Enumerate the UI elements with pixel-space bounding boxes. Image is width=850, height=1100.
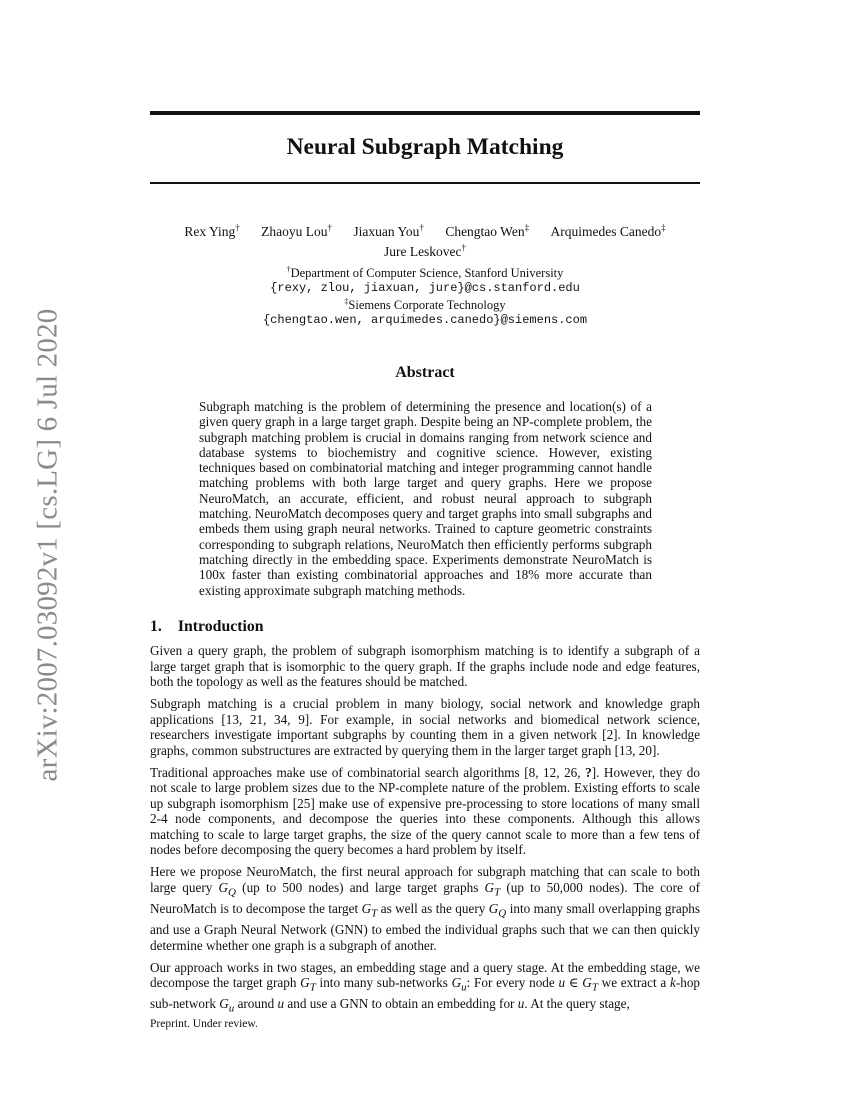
author: Zhaoyu Lou† (261, 222, 333, 239)
author: Jure Leskovec† (383, 242, 467, 259)
math-k: k (669, 975, 676, 991)
math-u: u (277, 996, 285, 1012)
author: Chengtao Wen‡ (445, 222, 530, 239)
paper-title: Neural Subgraph Matching (286, 134, 564, 160)
paragraph-4: Here we propose NeuroMatch, the first neural approach for subgraph matching that can scale to both large query $G_Q$ (up to 500 nodes) and large target graphs $G_T$ (up to 50,000 nodes). The core of NeuroMatch is to decompose the target $G_T$ as well as the query $G_Q$ into many small overlapping graphs and use a Graph Neural Network (GNN) to embed the individual graphs such that we can then quickly determine whether one graph is a subgraph of another. (150, 864, 701, 953)
title-bottom-rule (150, 182, 700, 184)
math-GT: $G_T$ (300, 975, 316, 994)
affiliation-stanford: †Department of Computer Science, Stanford University (286, 265, 564, 281)
math-u: u (517, 996, 525, 1012)
paragraph-3: Traditional approaches make use of combinatorial search algorithms [8, 12, 26, ?]. However, they do not scale to large problem sizes due to the NP-complete nature of the problem. Existing efforts to scale up subgraph isomorphism [25] make use of expensive pre-processing to store locations of many small 2-4 node components, and decompose the queries into these components. Although this allows matching to scale to large target graphs, the size of the query cannot scale to more than a few tens of nodes before decomposing the query becomes a hard problem by itself. (150, 764, 700, 858)
section-title: Introduction (177, 618, 264, 635)
paragraph-5: Our approach works in two stages, an embedding stage and a query stage. At the embedding stage, we decompose the target graph $G_T$ into many sub-networks $G_u$: For every node u ∈ $G_T$ we extract a k-hop sub-network $G_u$ around u and use a GNN to obtain an embedding for u. At the query stage, (150, 959, 701, 1015)
author-block (150, 219, 700, 260)
section-number: 1. (150, 618, 162, 635)
math-GT: $G_T$ (582, 975, 598, 994)
math-GT: $G_T$ (361, 900, 378, 920)
abstract-heading: Abstract (395, 364, 455, 381)
math-GQ: $G_Q$ (488, 900, 507, 920)
email-siemens: {chengtao.wen, arquimedes.canedo}@siemens.com (262, 312, 588, 327)
arxiv-stamp: arXiv:2007.03092v1 [cs.LG] 6 Jul 2020 (31, 308, 64, 782)
paragraph-1: Given a query graph, the problem of subgraph isomorphism matching is to identify a subgraph of a large target graph that is isomorphic to the query graph. If the graphs include node and edge features, both the topology as well as the features should be matched. (150, 643, 700, 689)
author-line-1 (150, 219, 700, 240)
affiliation-siemens: ‡Siemens Corporate Technology (344, 297, 506, 313)
section-heading (150, 618, 264, 636)
abstract-text: Subgraph matching is the problem of determining the presence and location(s) of a given query graph in a large target graph. Despite being an NP-complete problem, the subgraph matching problem is crucial in domains ranging from network science and database systems to biochemistry and cognitive science. However, existing techniques based on combinatorial matching and integer programming cannot handle matching problems with both large target and query graphs. Here we propose NeuroMatch, an accurate, efficient, and robust neural approach to subgraph matching. NeuroMatch decomposes query and target graphs into small subgraphs and embeds them using graph neural networks. Trained to capture geometric constraints corresponding to subgraph relations, NeuroMatch then efficiently performs subgraph matching directly in the embedding space. Experiments demonstrate NeuroMatch is 100x faster than existing combinatorial approaches and 18% more accurate than existing approximate subgraph matching methods. (199, 399, 652, 598)
author: Jiaxuan You† (353, 222, 424, 239)
body-text (150, 643, 700, 1024)
math-u: u (558, 975, 566, 991)
math-GQ: $G_Q$ (218, 879, 236, 899)
affiliations (150, 263, 700, 327)
math-Gu: $G_u$ (451, 975, 467, 994)
footer-note: Preprint. Under review. (150, 1018, 258, 1030)
author: Arquimedes Canedo‡ (550, 222, 666, 239)
paragraph-2: Subgraph matching is a crucial problem in many biology, social network and knowledge graph applications [13, 21, 34, 9]. For example, in social networks and biomedical network science, researchers investigate important subgraphs by counting them in a given network [2]. In knowledge graphs, common substructures are extracted by querying them in the larger target graph [13, 20]. (150, 696, 700, 758)
title-top-rule (150, 111, 700, 115)
math-Gu: $G_u$ (219, 996, 235, 1015)
email-stanford: {rexy, zlou, jiaxuan, jure}@cs.stanford.edu (270, 280, 580, 295)
math-GT: $G_T$ (484, 879, 501, 899)
author-line-2 (150, 240, 700, 261)
author: Rex Ying† (184, 222, 240, 239)
